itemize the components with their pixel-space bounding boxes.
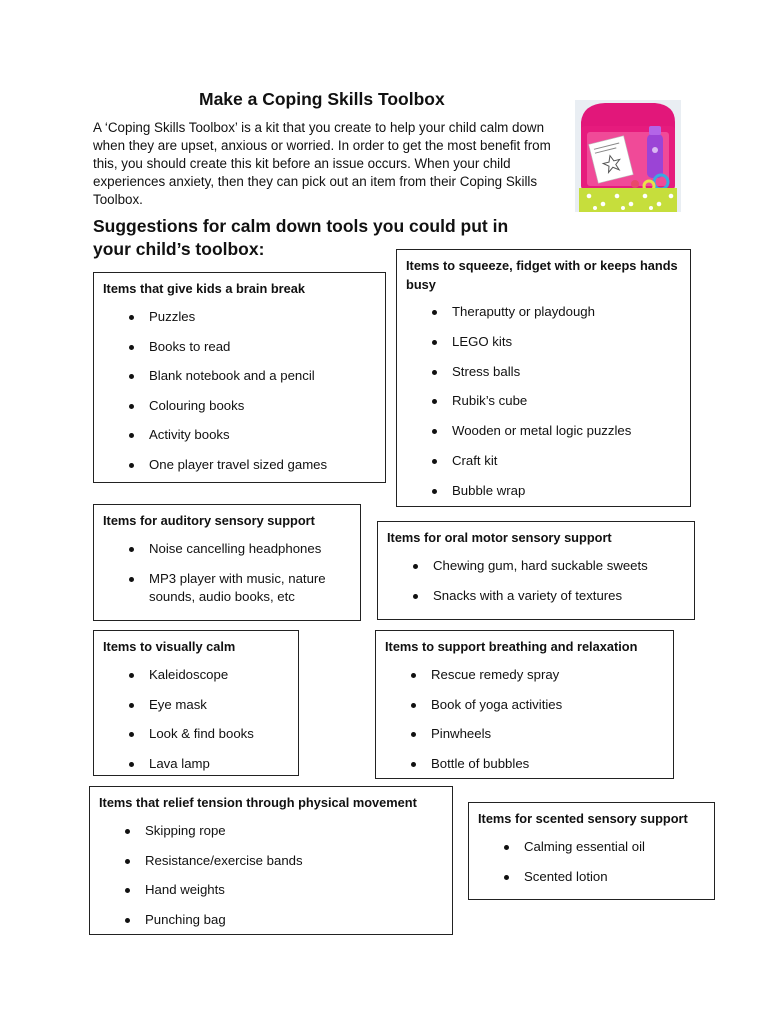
list-item: Look & find books <box>94 725 298 743</box>
list-item: Rubik’s cube <box>397 392 690 410</box>
list-item: One player travel sized games <box>94 456 385 474</box>
breathing-relaxation-title: Items to support breathing and relaxation <box>385 639 638 654</box>
list-item: LEGO kits <box>397 333 690 351</box>
auditory-support-box <box>93 504 361 621</box>
brain-break-box <box>93 272 386 483</box>
list-item: Wooden or metal logic puzzles <box>397 422 690 440</box>
brain-break-title: Items that give kids a brain break <box>103 281 305 296</box>
list-item: Bubble wrap <box>397 482 690 500</box>
visual-calm-title: Items to visually calm <box>103 639 236 654</box>
auditory-support-title: Items for auditory sensory support <box>103 513 315 528</box>
scented-support-title: Items for scented sensory support <box>478 811 688 826</box>
list-item: Activity books <box>94 426 385 444</box>
list-item: Stress balls <box>397 363 690 381</box>
list-item: Book of yoga activities <box>376 696 673 714</box>
list-item: Colouring books <box>94 397 385 415</box>
list-item: Lava lamp <box>94 755 298 773</box>
visual-calm-box <box>93 630 299 776</box>
list-item: Punching bag <box>90 911 452 929</box>
page-title: Make a Coping Skills Toolbox <box>199 89 445 109</box>
list-item: MP3 player with music, nature sounds, audio books, etc <box>94 570 360 606</box>
list-item: Noise cancelling headphones <box>94 540 360 558</box>
intro-paragraph: A ‘Coping Skills Toolbox’ is a kit that you create to help your child calm down when they are upset, anxious or worried. In order to get the most benefit from this, you should create this kit before an issue occurs. When your child experiences anxiety, then they can pick out an item from their Coping Skills Toolbox. <box>93 120 551 207</box>
list-item: Eye mask <box>94 696 298 714</box>
toolbox-photo <box>575 100 681 212</box>
list-item: Resistance/exercise bands <box>90 852 452 870</box>
oral-motor-title: Items for oral motor sensory support <box>387 530 612 545</box>
oral-motor-box <box>377 521 695 620</box>
physical-movement-title: Items that relief tension through physical movement <box>99 795 417 810</box>
squeeze-fidget-title: Items to squeeze, fidget with or keeps hands busy <box>406 258 678 292</box>
suggestions-heading: Suggestions for calm down tools you could put in your child’s toolbox: <box>93 216 509 259</box>
list-item: Snacks with a variety of textures <box>378 587 694 605</box>
list-item: Books to read <box>94 338 385 356</box>
list-item: Kaleidoscope <box>94 666 298 684</box>
list-item: Blank notebook and a pencil <box>94 367 385 385</box>
list-item: Chewing gum, hard suckable sweets <box>378 557 694 575</box>
list-item: Calming essential oil <box>469 838 714 856</box>
list-item: Hand weights <box>90 881 452 899</box>
list-item: Rescue remedy spray <box>376 666 673 684</box>
list-item: Theraputty or playdough <box>397 303 690 321</box>
list-item: Bottle of bubbles <box>376 755 673 773</box>
squeeze-fidget-box <box>396 249 691 507</box>
list-item: Puzzles <box>94 308 385 326</box>
list-item: Skipping rope <box>90 822 452 840</box>
list-item: Pinwheels <box>376 725 673 743</box>
list-item: Craft kit <box>397 452 690 470</box>
physical-movement-box <box>89 786 453 935</box>
breathing-relaxation-box <box>375 630 674 779</box>
list-item: Scented lotion <box>469 868 714 886</box>
scented-support-box <box>468 802 715 900</box>
